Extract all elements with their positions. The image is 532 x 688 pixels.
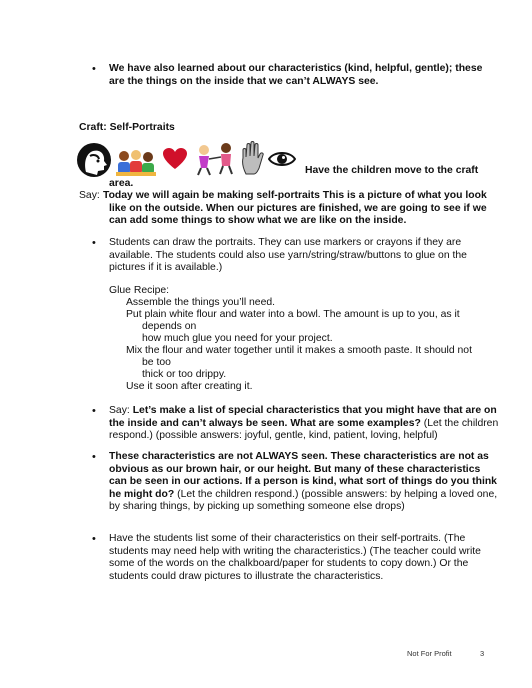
portraits-bullet-text: Students can draw the portraits. They can use markers or crayons if they are available. The students could also use yarn/string/straw/buttons to glue on the pictures if it is available.)	[109, 237, 467, 274]
children-playing-icon	[192, 142, 238, 176]
say-label: Say:	[109, 405, 130, 416]
craft-instruction-line1: Have the children move to the craft	[305, 165, 479, 176]
say-intro-text: Today we will again be making self-portraits This is a picture of what you look like on the outside. When our pictures are finished, we are going to see if we can add some things to show what we are like on the inside.	[103, 190, 487, 227]
hand-icon	[240, 140, 266, 176]
eye-icon	[268, 150, 296, 168]
recipe-line: depends on	[142, 321, 197, 332]
recipe-line: be too	[142, 357, 171, 368]
recipe-line: how much glue you need for your project.	[142, 333, 333, 344]
intro-bullet-text: We have also learned about our characteristics (kind, helpful, gentle); these are the things on the inside that we can’t ALWAYS see.	[109, 63, 483, 87]
recipe-line: Assemble the things you’ll need.	[126, 297, 276, 308]
craft-instruction-line2: area.	[109, 178, 134, 189]
recipe-line: Put plain white flour and water into a bowl. The amount is up to you, as it	[126, 309, 460, 320]
list-bullet-text	[109, 405, 501, 443]
glue-recipe-title: Glue Recipe:	[109, 285, 170, 296]
say-label: Say:	[79, 190, 100, 201]
not-seen-bullet-text	[109, 451, 501, 514]
icon-strip	[76, 140, 296, 182]
bullet-marker: •	[92, 405, 96, 417]
heart-icon	[162, 147, 188, 171]
bullet-marker: •	[92, 533, 96, 545]
footer-label: Not For Profit	[407, 649, 452, 658]
list-bullet-bold: Let’s make a list of special characteristics that you might have that are on the inside and can’t always be seen. What are some examples?	[109, 405, 497, 429]
head-profile-icon	[76, 142, 112, 178]
list-bullet-normal: (Let the children respond.) (possible answers: joyful, gentle, kind, patient, loving, helpful)	[109, 417, 499, 442]
recipe-line: Use it soon after creating it.	[126, 381, 253, 392]
recipe-line: thick or too drippy.	[142, 369, 227, 380]
bullet-marker: •	[92, 63, 96, 75]
not-seen-bold: These characteristics are not ALWAYS seen. These characteristics are not as obvious as our brown hair, or our height. But many of these characteristics can be seen in our actions. If a person is kind, what sort of things do you think he might do?	[109, 451, 497, 500]
bullet-marker: •	[92, 237, 96, 249]
bullet-marker: •	[92, 451, 96, 463]
children-group-icon	[114, 148, 158, 178]
page-number: 3	[480, 649, 485, 658]
students-list-bullet-text: Have the students list some of their characteristics on their self-portraits. (The students may need help with writing the characteristics.) (The teacher could write some of the words on the chalkboard/paper for students to copy down.) Or the students could draw pictures to illustrate the characteristics.	[109, 533, 481, 582]
craft-heading: Craft: Self-Portraits	[79, 122, 175, 133]
not-seen-normal: (Let the children respond.) (possible answers: by helping a loved one, by sharing things, by picking up something someone else drops)	[109, 488, 498, 513]
recipe-line: Mix the flour and water together until it makes a smooth paste. It should not	[126, 345, 472, 356]
